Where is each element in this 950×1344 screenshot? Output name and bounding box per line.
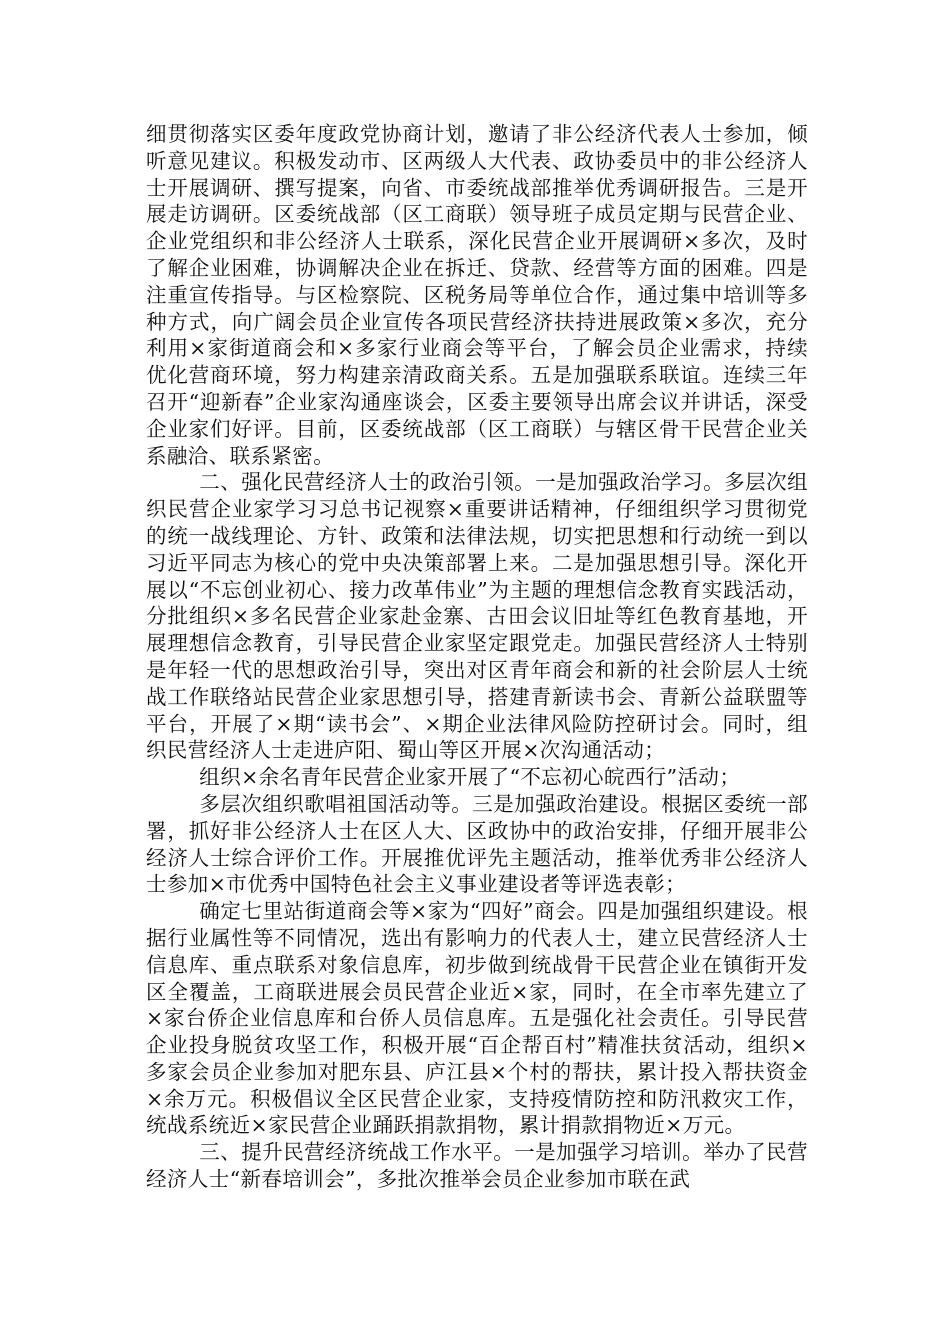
paragraph-youth-activity: 组织×余名青年民营企业家开展了“不忘初心皖西行”活动； — [199, 765, 741, 790]
paragraph-continued-coordination: 细贯彻落实区委年度政党协商计划，邀请了非公经济代表人士参加，倾听意见建议。积极发动市、区两级人大代表、政协委员中的非公经济人士开展调研、撰写提案，向省、市委统战部推举优秀调研报告。三是开展走访调研。区委统战部（区工商联）领导班子成员定期与民营企业、企业党组织和非公经济人士联系，深化民营企业开展调研×多次，及时了解企业困难，协调解决企业在拆迁、贷款、经营等方面的困难。四是注重宣传指导。与区检察院、区税务局等单位合作，通过集中培训等多种方式，向广阔会员企业宣传各项民营经济扶持进展政策×多次，充分利用×家街道商会和×多家行业商会等平台，了解会员企业需求，持续优化营商环境，努力构建亲清政商关系。五是加强联系联谊。连续三年召开“迎新春”企业家沟通座谈会，区委主要领导出席会议并讲话，深受企业家们好评。目前，区委统战部（区工商联）与辖区骨干民营企业关系融洽、联系紧密。 — [146, 122, 808, 468]
paragraph-political-guidance: 二、强化民营经济人士的政治引领。一是加强政治学习。多层次组织民营企业家学习习总书记视察×重要讲话精神，仔细组织学习贯彻党的统一战线理论、方针、政策和法律法规，切实把思想和行动统一到以习近平同志为核心的党中央决策部署上来。二是加强思想引导。深化开展以“不忘创业初心、接力改革伟业”为主题的理想信念教育实践活动，分批组织×多名民营企业家赴金寨、古田会议旧址等红色教育基地，开展理想信念教育，引导民营企业家坚定跟党走。加强民营经济人士特别是年轻一代的思想政治引导，突出对区青年商会和新的社会阶层人士统战工作联络站民营企业家思想引导，搭建青新读书会、青新公益联盟等平台，开展了×期“读书会”、×期企业法律风险防控研讨会。同时，组织民营经济人士走进庐阳、蜀山等区开展×次沟通活动； — [146, 470, 808, 763]
paragraph-work-level: 三、提升民营经济统战工作水平。一是加强学习培训。举办了民营经济人士“新春培训会”，多批次推举会员企业参加市联在武 — [146, 1140, 808, 1192]
document-body — [146, 121, 808, 1193]
paragraph-political-building: 多层次组织歌唱祖国活动等。三是加强政治建设。根据区委统一部署，抓好非公经济人士在区人大、区政协中的政治安排，仔细开展非公经济人士综合评价工作。开展推优评先主题活动，推举优秀非公经济人士参加×市优秀中国特色社会主义事业建设者等评选表彰； — [146, 791, 808, 897]
paragraph-organization-building: 确定七里站街道商会等×家为“四好”商会。四是加强组织建设。根据行业属性等不同情况，选出有影响力的代表人士，建立民营经济人士信息库、重点联系对象信息库，初步做到统战骨干民营企业在镇街开发区全覆盖，工商联进展会员民营企业近×家，同时，在全市率先建立了×家台侨企业信息库和台侨人员信息库。五是强化社会责任。引导民营企业投身脱贫攻坚工作，积极开展“百企帮百村”精准扶贫活动，组织×多家会员企业参加对肥东县、庐江县×个村的帮扶，累计投入帮扶资金×余万元。积极倡议全区民营企业家，支持疫情防控和防汛救灾工作，统战系统近×家民营企业踊跃捐款捐物，累计捐款捐物近×万元。 — [146, 899, 808, 1138]
